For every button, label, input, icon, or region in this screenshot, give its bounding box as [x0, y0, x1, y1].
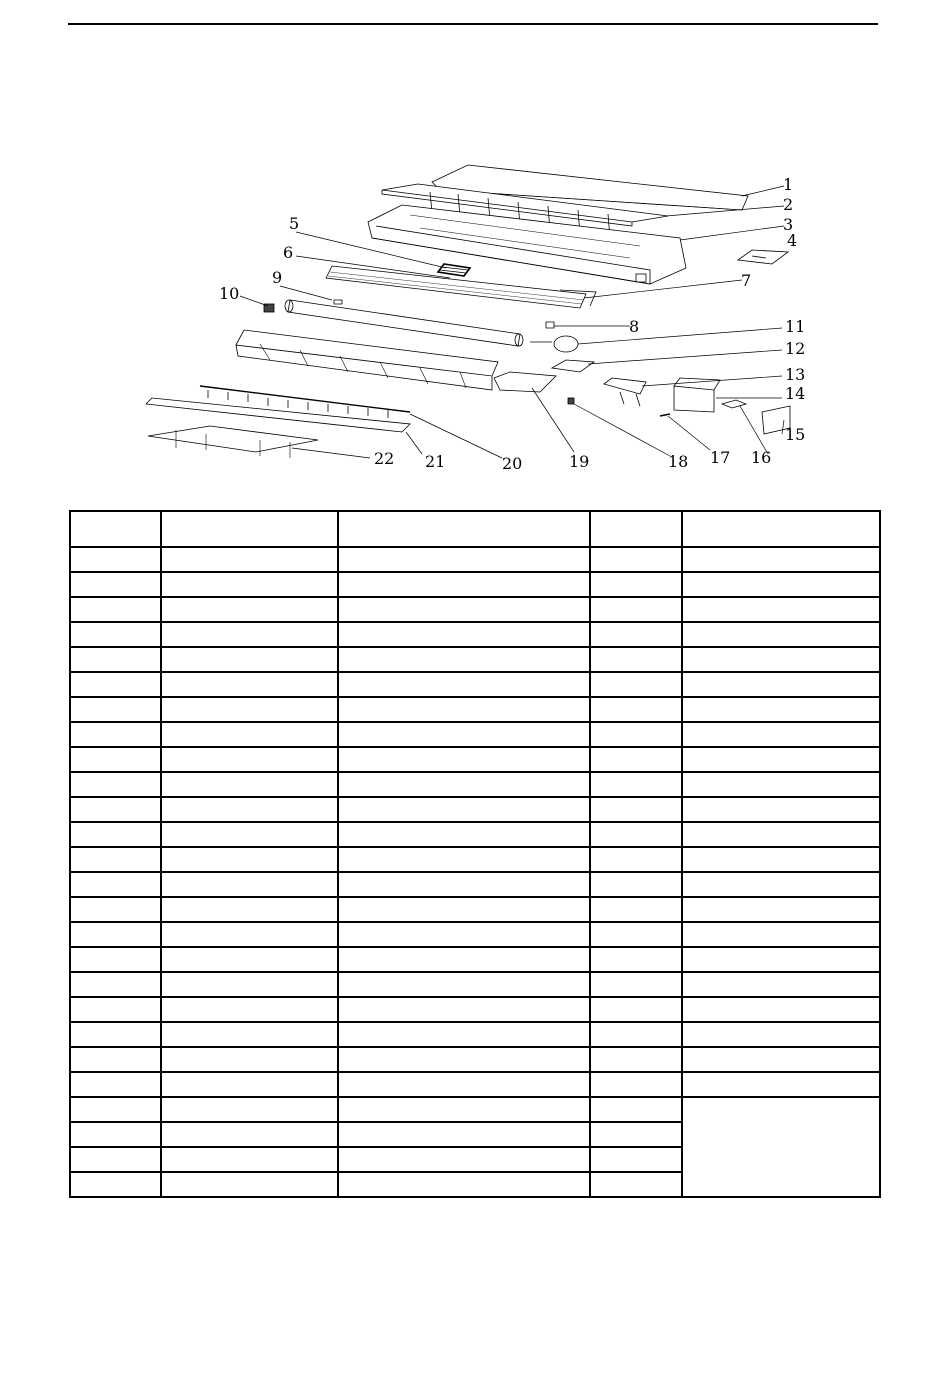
part-electric-box	[604, 378, 646, 406]
table-cell	[161, 1072, 338, 1097]
table-cell	[590, 922, 682, 947]
table-cell	[70, 1122, 161, 1147]
table-cell	[682, 847, 880, 872]
table-row	[70, 772, 880, 797]
table-cell	[70, 822, 161, 847]
table-cell	[338, 897, 590, 922]
table-cell	[682, 672, 880, 697]
callout-12: 12	[785, 339, 806, 358]
table-cell	[161, 597, 338, 622]
table-cell	[161, 872, 338, 897]
table-cell	[161, 972, 338, 997]
table-cell	[338, 547, 590, 572]
callout-5: 5	[289, 214, 300, 233]
table-row	[70, 997, 880, 1022]
callout-22: 22	[374, 449, 395, 468]
table-cell	[70, 622, 161, 647]
table-cell	[161, 547, 338, 572]
callout-10: 10	[219, 284, 240, 303]
table-cell	[590, 572, 682, 597]
table-cell	[161, 1122, 338, 1147]
table-cell	[590, 897, 682, 922]
table-cell	[590, 1022, 682, 1047]
table-cell	[161, 1022, 338, 1047]
callout-17: 17	[710, 448, 731, 467]
table-cell	[161, 722, 338, 747]
table-cell	[682, 747, 880, 772]
table-cell	[161, 647, 338, 672]
table-cell	[70, 697, 161, 722]
table-cell	[682, 922, 880, 947]
table-cell	[338, 597, 590, 622]
table-cell	[338, 647, 590, 672]
table-cell	[590, 772, 682, 797]
table-cell	[161, 947, 338, 972]
table-row	[70, 1047, 880, 1072]
table-row	[70, 572, 880, 597]
table-cell	[161, 797, 338, 822]
table-cell	[338, 922, 590, 947]
table-cell	[338, 972, 590, 997]
callout-11: 11	[785, 317, 806, 336]
table-cell	[70, 872, 161, 897]
table-cell	[682, 822, 880, 847]
table-cell	[161, 922, 338, 947]
table-cell	[590, 1072, 682, 1097]
table-row	[70, 847, 880, 872]
table-cell	[338, 1072, 590, 1097]
table-cell	[590, 872, 682, 897]
table-cell	[338, 1172, 590, 1197]
header-cell	[70, 511, 161, 547]
table-cell	[70, 797, 161, 822]
table-cell	[70, 1147, 161, 1172]
table-cell	[682, 797, 880, 822]
table-cell	[338, 747, 590, 772]
table-cell	[70, 547, 161, 572]
table-cell	[682, 622, 880, 647]
table-cell	[70, 647, 161, 672]
table-cell	[161, 622, 338, 647]
table-cell	[70, 847, 161, 872]
table-cell	[338, 1122, 590, 1147]
table-cell	[590, 1122, 682, 1147]
table-row	[70, 547, 880, 572]
table-cell	[338, 997, 590, 1022]
header-cell	[590, 511, 682, 547]
table-row	[70, 922, 880, 947]
part-display-board	[738, 250, 788, 264]
callout-6: 6	[283, 243, 294, 262]
callout-7: 7	[741, 271, 752, 290]
table-cell	[682, 597, 880, 622]
part-grille	[438, 264, 470, 276]
part-stepping-motor	[568, 398, 574, 404]
part-motor-clamp	[552, 360, 594, 372]
table-cell	[161, 697, 338, 722]
table-cell	[70, 722, 161, 747]
table-cell	[338, 722, 590, 747]
part-front-panel	[432, 165, 748, 210]
table-row	[70, 947, 880, 972]
table-cell	[590, 597, 682, 622]
callout-3: 3	[783, 215, 794, 234]
part-motor	[530, 336, 578, 352]
table-row	[70, 697, 880, 722]
callout-15: 15	[785, 425, 806, 444]
table-cell	[70, 947, 161, 972]
callout-9: 9	[272, 268, 283, 287]
table-cell	[682, 647, 880, 672]
table-cell	[682, 722, 880, 747]
header-cell	[161, 511, 338, 547]
table-cell	[590, 697, 682, 722]
callout-16: 16	[751, 448, 772, 467]
table-cell	[682, 1047, 880, 1072]
table-row	[70, 722, 880, 747]
table-cell	[70, 922, 161, 947]
table-cell	[338, 1097, 590, 1122]
table-row	[70, 672, 880, 697]
table-row	[70, 597, 880, 622]
part-clip	[546, 322, 554, 328]
header-cell	[338, 511, 590, 547]
table-cell	[590, 847, 682, 872]
table-row	[70, 797, 880, 822]
table-cell	[161, 1047, 338, 1072]
table-cell	[338, 822, 590, 847]
header-cell	[682, 511, 880, 547]
table-cell	[590, 972, 682, 997]
table-cell	[161, 747, 338, 772]
table-cell	[70, 572, 161, 597]
table-cell	[590, 647, 682, 672]
table-cell	[70, 772, 161, 797]
table-cell	[682, 872, 880, 897]
table-cell	[338, 847, 590, 872]
table-cell	[590, 797, 682, 822]
callout-14: 14	[785, 384, 806, 403]
table-cell	[70, 672, 161, 697]
table-row	[70, 747, 880, 772]
table-row	[70, 822, 880, 847]
table-row	[70, 1072, 880, 1097]
part-deflector	[146, 398, 410, 432]
table-cell	[590, 722, 682, 747]
table-cell	[338, 572, 590, 597]
table-cell	[590, 997, 682, 1022]
table-cell	[590, 622, 682, 647]
table-cell	[161, 672, 338, 697]
callout-13: 13	[785, 365, 806, 384]
part-drain	[494, 372, 556, 392]
table-cell	[682, 1022, 880, 1047]
table-row	[70, 972, 880, 997]
table-cell	[338, 797, 590, 822]
table-cell	[590, 747, 682, 772]
table-cell	[338, 1047, 590, 1072]
table-cell	[70, 997, 161, 1022]
table-cell	[161, 1147, 338, 1172]
table-row	[70, 622, 880, 647]
table-cell	[161, 997, 338, 1022]
table-row	[70, 1097, 880, 1122]
table-cell	[70, 1072, 161, 1097]
table-row	[70, 897, 880, 922]
table-cell	[161, 847, 338, 872]
table-cell	[161, 822, 338, 847]
table-row	[70, 1022, 880, 1047]
callout-20: 20	[502, 454, 523, 473]
part-base-tray	[236, 330, 498, 390]
table-cell	[70, 1047, 161, 1072]
table-cell	[682, 897, 880, 922]
exploded-parts-diagram	[0, 0, 950, 500]
table-cell	[682, 972, 880, 997]
part-cross-flow-fan	[285, 300, 523, 346]
table-row	[70, 872, 880, 897]
merged-cell	[682, 1097, 880, 1197]
table-cell	[338, 872, 590, 897]
table-header-row	[70, 511, 880, 547]
part-sensor	[660, 414, 670, 416]
callout-4: 4	[787, 231, 798, 250]
table-cell	[70, 1022, 161, 1047]
table-cell	[338, 947, 590, 972]
callout-18: 18	[668, 452, 689, 471]
part-mounting-plate	[148, 426, 318, 458]
table-cell	[161, 1172, 338, 1197]
table-cell	[338, 697, 590, 722]
table-cell	[161, 572, 338, 597]
table-cell	[590, 1172, 682, 1197]
table-cell	[590, 672, 682, 697]
table-cell	[161, 1097, 338, 1122]
table-cell	[590, 822, 682, 847]
table-cell	[682, 1072, 880, 1097]
table-cell	[682, 997, 880, 1022]
table-cell	[682, 697, 880, 722]
table-cell	[338, 1022, 590, 1047]
table-cell	[338, 772, 590, 797]
table-cell	[682, 772, 880, 797]
table-cell	[682, 547, 880, 572]
table-cell	[70, 747, 161, 772]
table-cell	[70, 1097, 161, 1122]
table-cell	[338, 672, 590, 697]
callout-8: 8	[629, 317, 640, 336]
table-cell	[590, 1147, 682, 1172]
table-row	[70, 647, 880, 672]
part-bracket	[334, 300, 342, 304]
table-cell	[338, 1147, 590, 1172]
parts-list-table	[69, 510, 881, 1198]
callout-2: 2	[783, 195, 794, 214]
table-cell	[682, 572, 880, 597]
callout-19: 19	[569, 452, 590, 471]
table-cell	[338, 622, 590, 647]
callout-21: 21	[425, 452, 446, 471]
part-terminal-cover	[722, 400, 746, 408]
table-cell	[70, 897, 161, 922]
table-cell	[161, 897, 338, 922]
table-cell	[590, 1097, 682, 1122]
table-cell	[70, 1172, 161, 1197]
table-cell	[682, 947, 880, 972]
table-cell	[590, 947, 682, 972]
table-cell	[70, 597, 161, 622]
callout-1: 1	[783, 175, 794, 194]
table-cell	[590, 1047, 682, 1072]
table-cell	[70, 972, 161, 997]
table-cell	[590, 547, 682, 572]
table-cell	[161, 772, 338, 797]
